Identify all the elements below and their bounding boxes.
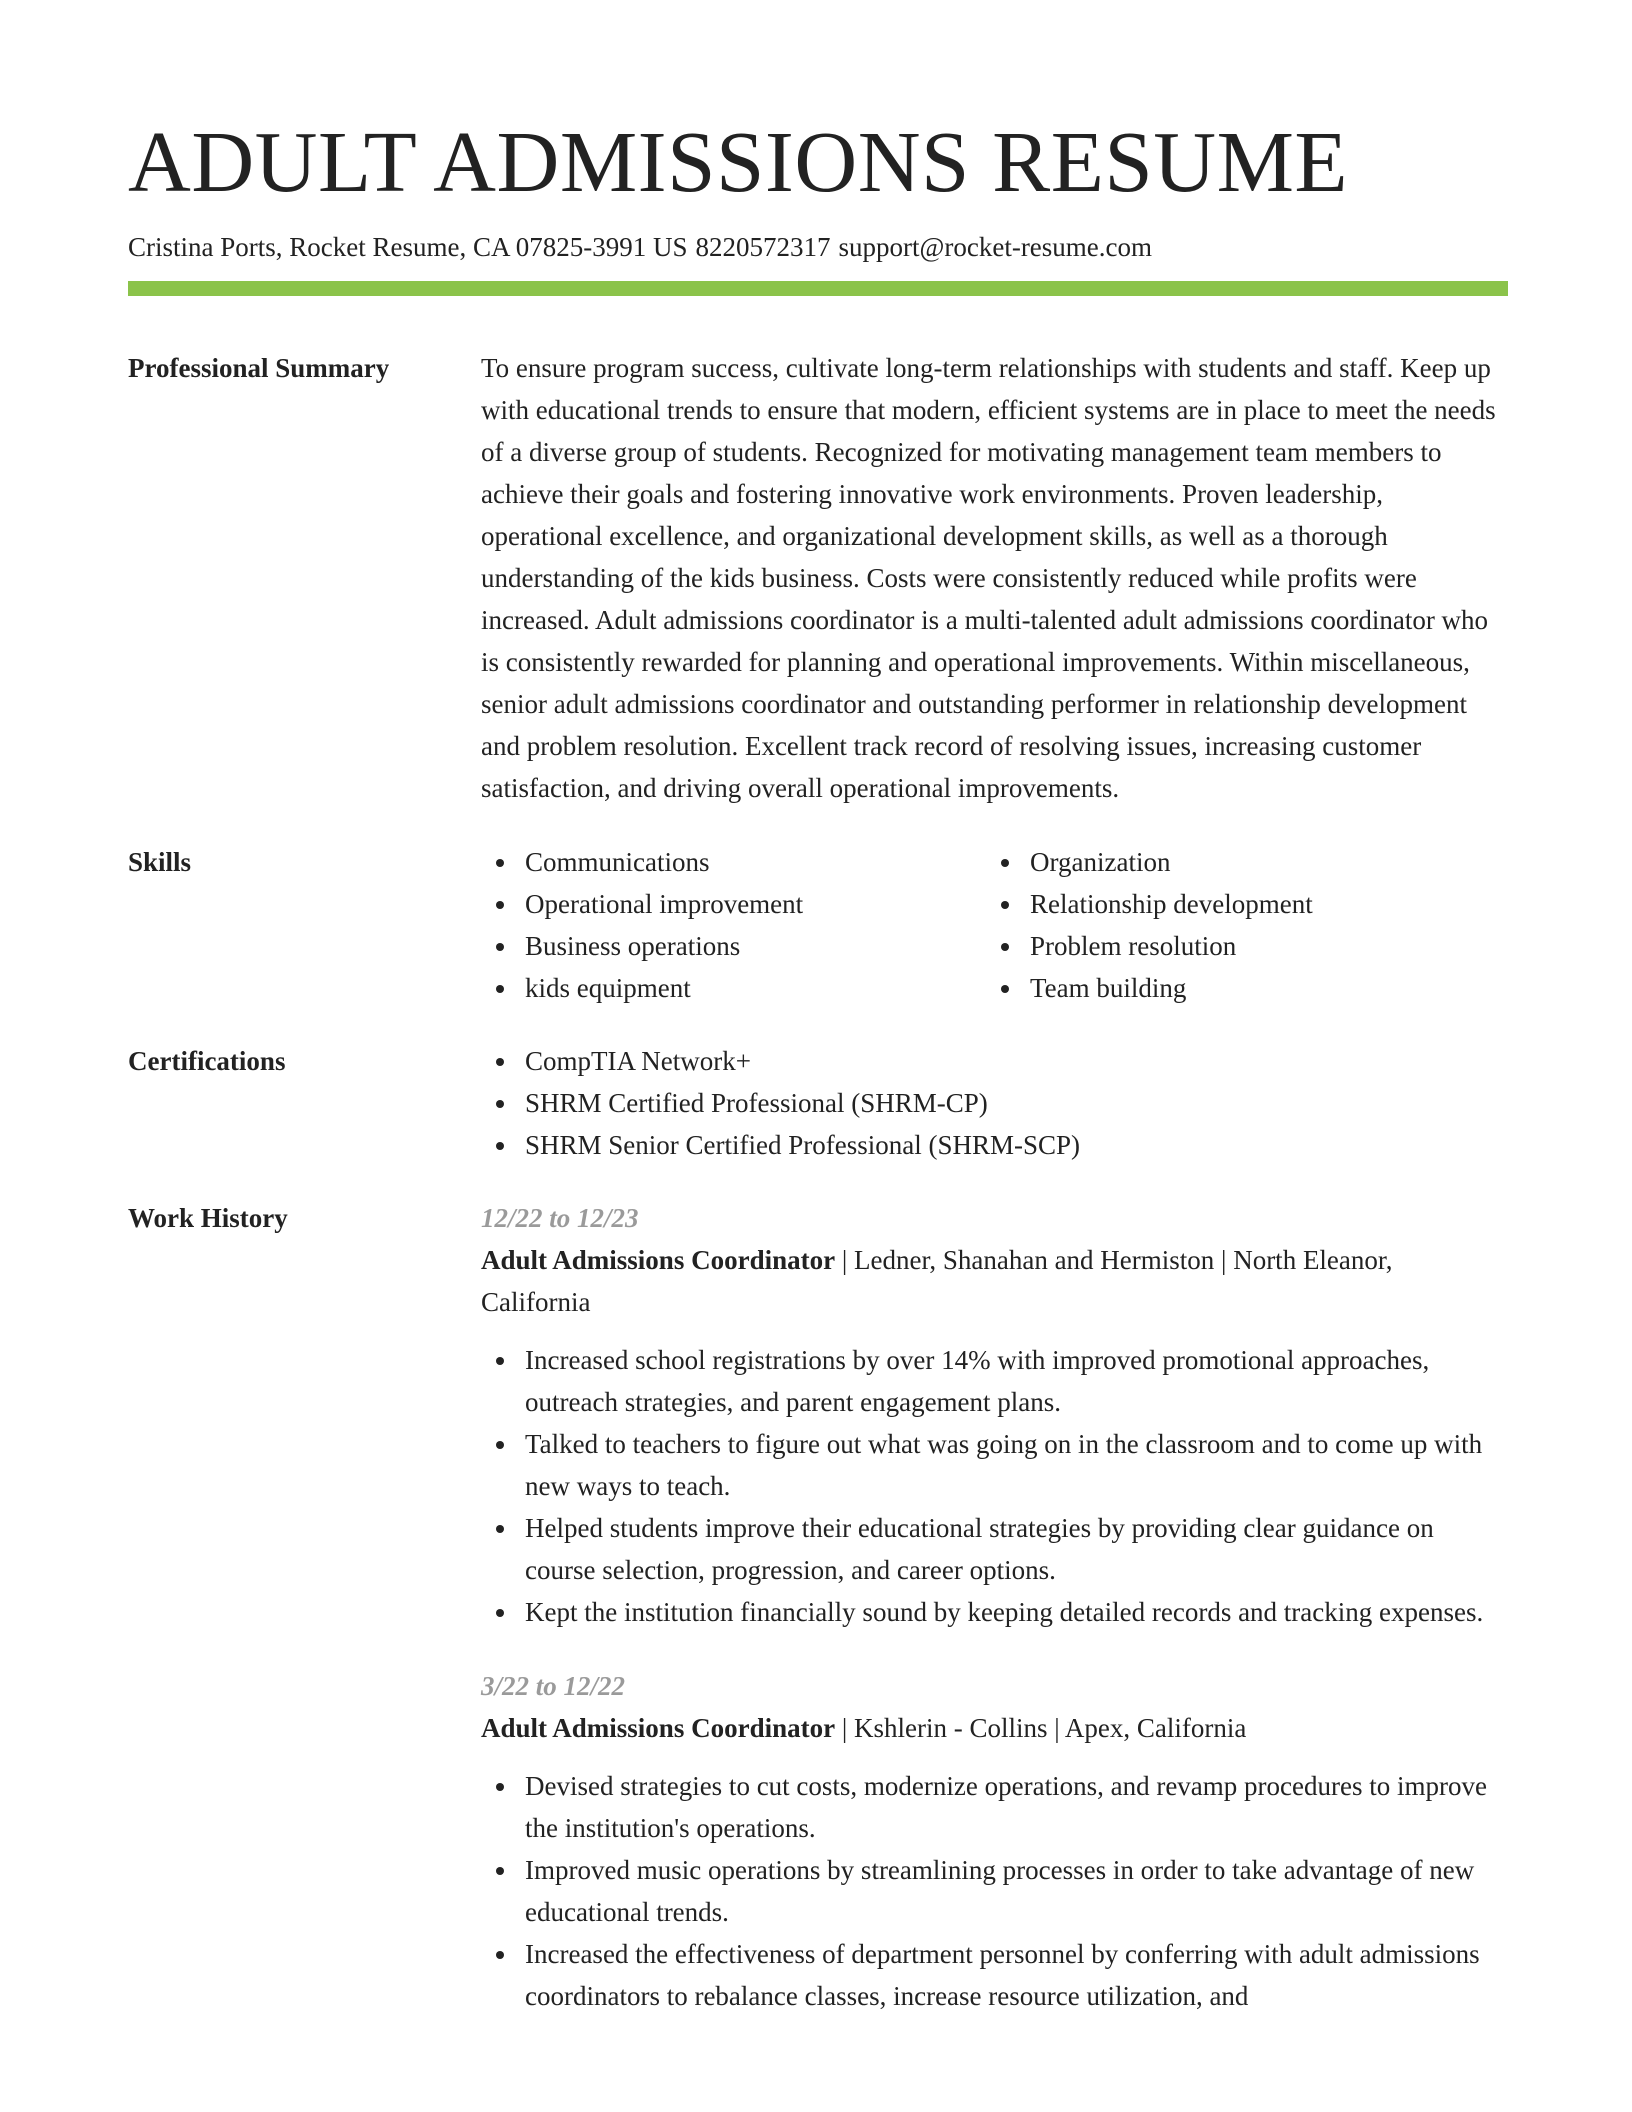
work-history-section [128,1197,1508,2017]
job-bullets [481,1339,1508,1633]
skills-section [128,841,1508,1009]
skill-item: Communications [481,841,986,883]
skills-label: Skills [128,847,192,878]
job-bullet: Devised strategies to cut costs, modernize operations, and revamp procedures to improve the institution's operations. [481,1765,1508,1849]
skill-item: Relationship development [986,883,1491,925]
skill-item: kids equipment [481,967,986,1009]
certifications-body [481,1040,1508,1166]
skill-item: Organization [986,841,1491,883]
certifications-list [481,1040,1508,1166]
job-bullet: Helped students improve their educational strategies by providing clear guidance on course selection, progression, and career options. [481,1507,1508,1591]
job-bullets [481,1765,1508,2017]
skill-item: Problem resolution [986,925,1491,967]
job-entry [481,1197,1508,1633]
resume-title: ADULT ADMISSIONS RESUME [128,113,1349,210]
certifications-section [128,1040,1508,1166]
job-bullet: Increased the effectiveness of department personnel by conferring with adult admissions coordinators to rebalance classes, increase resource utilization, and [481,1933,1508,2017]
job-bullet: Kept the institution financially sound by keeping detailed records and tracking expenses. [481,1591,1508,1633]
certification-item: SHRM Senior Certified Professional (SHRM-SCP) [481,1124,1508,1166]
job-title: Adult Admissions Coordinator [481,1245,836,1276]
job-details: | Kshlerin - Collins | Apex, California [835,1713,1247,1744]
job-entry [481,1665,1508,2017]
skills-column-right [986,841,1491,1009]
summary-section [128,347,1508,809]
summary-label: Professional Summary [128,353,390,384]
job-dates: 12/22 to 12/23 [481,1203,639,1234]
contact-line [128,231,1508,263]
skill-item: Team building [986,967,1491,1009]
job-bullet: Increased school registrations by over 14% with improved promotional approaches, outreach strategies, and parent engagement plans. [481,1339,1508,1423]
work-history-label: Work History [128,1203,288,1234]
certifications-label: Certifications [128,1046,286,1077]
job-bullet: Talked to teachers to figure out what was going on in the classroom and to come up with new ways to teach. [481,1423,1508,1507]
contact-name-address: Cristina Ports, Rocket Resume, CA 07825-3991 US [128,232,688,262]
job-heading [481,1239,1508,1323]
skills-list [481,841,1508,1009]
certification-item: SHRM Certified Professional (SHRM-CP) [481,1082,1508,1124]
job-dates: 3/22 to 12/22 [481,1671,626,1702]
job-heading [481,1707,1508,1749]
accent-divider [128,281,1508,296]
resume-page [128,113,1508,2017]
job-title: Adult Admissions Coordinator [481,1713,836,1744]
job-bullet: Improved music operations by streamlining processes in order to take advantage of new educational trends. [481,1849,1508,1933]
contact-email: support@rocket-resume.com [838,232,1153,262]
job-details: | Ledner, Shanahan and Hermiston | North Eleanor, California [481,1245,1393,1318]
work-history-body [481,1197,1508,2017]
skills-column-left [481,841,986,1009]
skill-item: Business operations [481,925,986,967]
summary-text: To ensure program success, cultivate long-term relationships with students and staff. Keep up with educational trends to ensure that modern, efficient systems are in place to meet the needs of a diverse group of students. Recognized for motivating management team members to achieve their goals and fostering innovative work environments. Proven leadership, operational excellence, and organizational development skills, as well as a thorough understanding of the kids business. Costs were consistently reduced while profits were increased. Adult admissions coordinator is a multi-talented adult admissions coordinator who is consistently rewarded for planning and operational improvements. Within miscellaneous, senior adult admissions coordinator and outstanding performer in relationship development and problem resolution. Excellent track record of resolving issues, increasing customer satisfaction, and driving overall operational improvements. [481,353,1496,804]
contact-phone: 8220572317 [695,232,831,262]
skill-item: Operational improvement [481,883,986,925]
certification-item: CompTIA Network+ [481,1040,1508,1082]
